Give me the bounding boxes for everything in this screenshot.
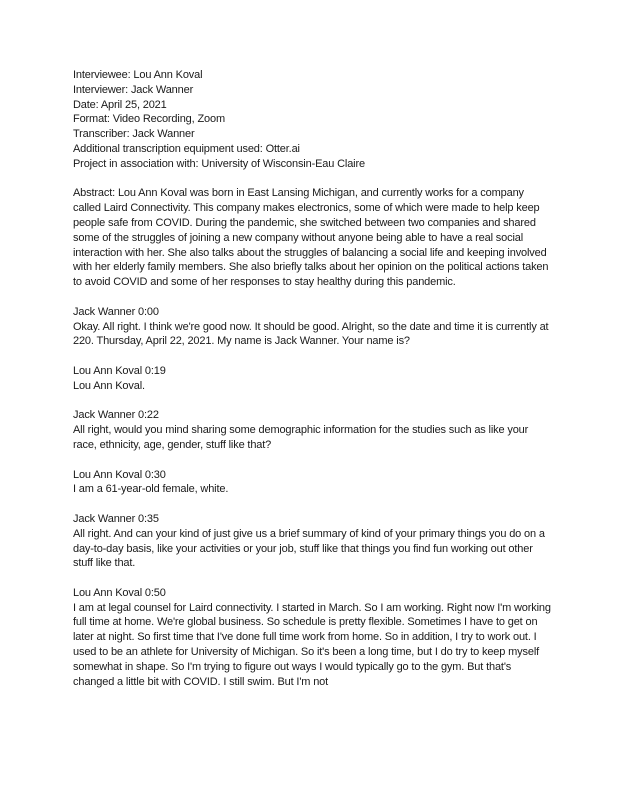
metadata-line: Transcriber: Jack Wanner xyxy=(73,128,195,141)
metadata-line: Additional transcription equipment used: Otter.ai xyxy=(73,142,300,155)
speaker-name: Jack Wanner xyxy=(73,409,136,422)
speech-text: Okay. All right. I think we're good now. It should be good. Alright, so the date and time it is currently at 220. Thursday, April 22, 2021. My name is Jack Wanner. Your name is? xyxy=(73,320,549,348)
speaker-line xyxy=(73,512,551,527)
speaker-line xyxy=(73,364,551,379)
speaker-line xyxy=(73,586,551,601)
metadata-line: Format: Video Recording, Zoom xyxy=(73,113,225,126)
metadata-line: Interviewer: Jack Wanner xyxy=(73,83,194,96)
speaker-line xyxy=(73,408,551,423)
speaker-name: Lou Ann Koval xyxy=(73,364,142,377)
speaker-name: Jack Wanner xyxy=(73,512,136,525)
metadata-line: Interviewee: Lou Ann Koval xyxy=(73,69,203,81)
speaker-name: Lou Ann Koval xyxy=(73,468,142,481)
metadata-line: Date: April 25, 2021 xyxy=(73,98,167,111)
speaker-line xyxy=(73,305,551,320)
transcript-entry xyxy=(73,468,551,498)
speaker-timestamp: 0:22 xyxy=(138,409,159,422)
metadata-block xyxy=(73,68,551,172)
abstract-paragraph: Abstract: Lou Ann Koval was born in East Lansing Michigan, and currently works for a company called Laird Connectivity. This company makes electronics, some of which were made to help keep people safe from COVID. During the pandemic, she switched between two companies and shared some of the struggles of joining a new company without anyone being able to have a real social interaction with her. She also talks about the struggles of balancing a social life and keeping involved with her elderly family members. She also briefly talks about her opinion on the political actions taken to avoid COVID and some of her responses to stay healthy during this pandemic. xyxy=(73,187,549,289)
speaker-name: Jack Wanner xyxy=(73,305,136,318)
transcript-entry xyxy=(73,408,551,452)
speaker-timestamp: 0:00 xyxy=(138,305,159,318)
speaker-timestamp: 0:35 xyxy=(138,512,159,525)
speech-text: I am a 61-year-old female, white. xyxy=(73,483,229,496)
speaker-name: Lou Ann Koval xyxy=(73,586,142,599)
speech-text: All right. And can your kind of just give us a brief summary of kind of your primary things you do on a day-to-day basis, like your activities or your job, stuff like that things you find fun working out other stuff like that. xyxy=(73,527,545,570)
speaker-timestamp: 0:19 xyxy=(144,364,166,377)
transcript-section xyxy=(73,305,551,690)
speech-text: I am at legal counsel for Laird connectivity. I started in March. So I am working. Right now I'm working full time at home. We're global business. So schedule is pretty flexible. Sometimes I have to get on later at night. So first time that I've done full time work from home. So in addition, I try to work out. I used to be an athlete for University of Michigan. So it's been a long time, but I do try to keep myself somewhat in shape. So I'm trying to figure out ways I would typically go to the gym. But that's changed a little bit with COVID. I still swim. But I'm not xyxy=(73,601,551,688)
speaker-timestamp: 0:50 xyxy=(144,586,166,599)
speech-text: Lou Ann Koval. xyxy=(73,379,145,392)
transcript-entry xyxy=(73,364,551,394)
speaker-line xyxy=(73,468,551,483)
speech-text: All right, would you mind sharing some demographic information for the studies such as like your race, ethnicity, age, gender, stuff like that? xyxy=(73,424,529,451)
speaker-timestamp: 0:30 xyxy=(144,468,166,481)
transcript-entry xyxy=(73,586,551,690)
transcript-entry xyxy=(73,305,551,349)
metadata-line: Project in association with: University of Wisconsin-Eau Claire xyxy=(73,157,365,170)
transcript-entry xyxy=(73,512,551,571)
